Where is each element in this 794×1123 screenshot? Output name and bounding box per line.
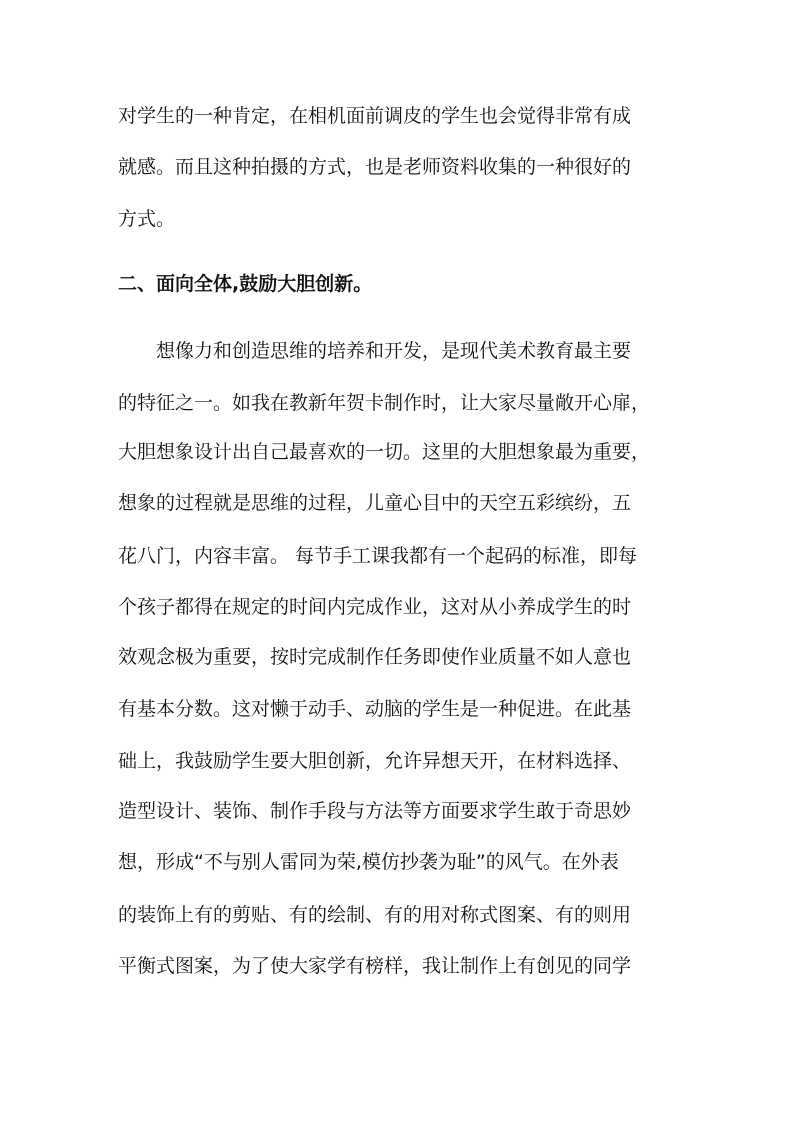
- paragraph-1-line-3: 方式。: [118, 208, 176, 230]
- section-heading: 二、面向全体,鼓励大胆创新。: [118, 273, 373, 295]
- paragraph-2-line-12: 的装饰上有的剪贴、有的绘制、有的用对称式图案、有的则用: [118, 904, 632, 926]
- paragraph-2-line-2: 的特征之一。如我在教新年贺卡制作时，让大家尽量敞开心扉，: [118, 392, 651, 414]
- paragraph-2-line-8: 有基本分数。这对懒于动手、动脑的学生是一种促进。在此基: [118, 698, 632, 720]
- paragraph-2-line-7: 效观念极为重要，按时完成制作任务即使作业质量不如人意也: [118, 646, 632, 668]
- paragraph-2-line-1: 想像力和创造思维的培养和开发，是现代美术教育最主要: [156, 340, 632, 362]
- paragraph-2-line-11: 想，形成“不与别人雷同为荣,模仿抄袭为耻”的风气。在外表: [118, 851, 619, 873]
- paragraph-2-line-3: 大胆想象设计出自己最喜欢的一切。这里的大胆想象最为重要，: [118, 441, 651, 463]
- paragraph-2-line-10: 造型设计、装饰、制作手段与方法等方面要求学生敢于奇思妙: [118, 800, 632, 822]
- paragraph-2-line-13: 平衡式图案，为了使大家学有榜样，我让制作上有创见的同学: [118, 955, 632, 977]
- paragraph-1-line-2: 就感。而且这种拍摄的方式，也是老师资料收集的一种很好的: [118, 156, 632, 178]
- paragraph-2-line-6: 个孩子都得在规定的时间内完成作业，这对从小养成学生的时: [118, 596, 632, 618]
- paragraph-2-line-9: 础上，我鼓励学生要大胆创新，允许异想天开，在材料选择、: [118, 750, 632, 772]
- paragraph-1-line-1: 对学生的一种肯定，在相机面前调皮的学生也会觉得非常有成: [118, 105, 632, 127]
- paragraph-2-line-4: 想象的过程就是思维的过程，儿童心目中的天空五彩缤纷，五: [118, 492, 632, 514]
- paragraph-2-line-5: 花八门，内容丰富。 每节手工课我都有一个起码的标准，即每: [118, 545, 638, 567]
